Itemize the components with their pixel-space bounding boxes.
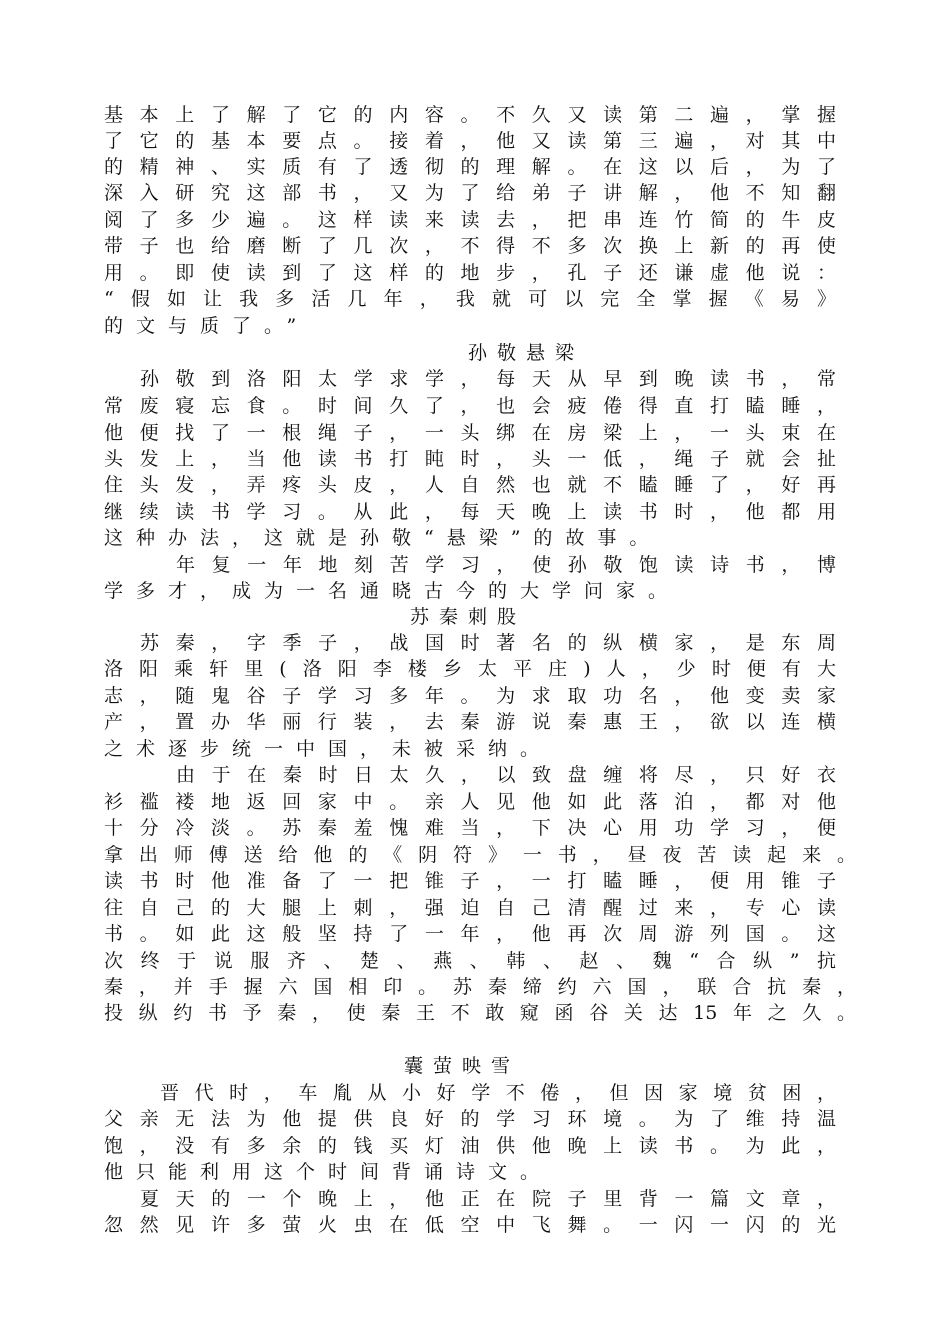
paragraph-line: 他只能利用这个时间背诵诗文。 <box>104 1161 553 1183</box>
paragraph-line: 常废寝忘食。时间久了，也会疲倦得直打瞌睡， <box>104 395 836 417</box>
paragraph-line: 阅了多少遍。这样读来读去，把串连竹简的牛皮 <box>104 209 836 231</box>
paragraph-line: 苏秦，字季子，战国时著名的纵横家，是东周 <box>140 632 836 654</box>
paragraph-line: 拿出师傅送给他的《阴符》一书，昼夜苦读起来。 <box>104 844 856 866</box>
paragraph-line: 住头发，弄疼头皮，人自然也就不瞌睡了，好再 <box>104 474 836 496</box>
paragraph-line: 的文与质了。” <box>104 315 310 337</box>
section-title: 苏秦刺股 <box>410 606 527 628</box>
paragraph-line: 学多才，成为一名通晓古今的大学问家。 <box>104 580 681 602</box>
paragraph-line: 产，置办华丽行装，去秦游说秦惠王，欲以连横 <box>104 711 836 733</box>
paragraph-line: 洛阳乘轩里(洛阳李楼乡太平庄)人，少时便有大 <box>104 658 836 680</box>
paragraph-line: 年复一年地刻苦学习，使孙敬饱读诗书，博 <box>176 554 836 576</box>
paragraph-line: 衫褴褛地返回家中。亲人见他如此落泊，都对他 <box>104 791 836 813</box>
paragraph-line: 投纵约书予秦，使秦王不敢窥函谷关达15年之久。 <box>104 1002 856 1024</box>
paragraph-line: 夏天的一个晚上，他正在院子里背一篇文章， <box>140 1188 836 1210</box>
paragraph-line: 饱，没有多余的钱买灯油供他晚上读书。为此， <box>104 1135 836 1157</box>
paragraph-line: 父亲无法为他提供良好的学习环境。为了维持温 <box>104 1108 836 1130</box>
paragraph-line: 他便找了一根绳子，一头绑在房梁上，一头束在 <box>104 422 836 444</box>
paragraph-line: 孙敬到洛阳太学求学，每天从早到晚读书，常 <box>140 368 836 390</box>
paragraph-line: 继续读书学习。从此，每天晚上读书时，他都用 <box>104 501 836 523</box>
paragraph-line: 用。即使读到了这样的地步，孔子还谦虚他说： <box>104 262 836 284</box>
paragraph-line: 了它的基本要点。接着，他又读第三遍，对其中 <box>104 130 836 152</box>
paragraph-line: 之术逐步统一中国，未被采纳。 <box>104 738 553 760</box>
paragraph-line: 带子也给磨断了几次，不得不多次换上新的再使 <box>104 235 836 257</box>
section-title: 囊萤映雪 <box>404 1055 521 1077</box>
paragraph-line: 往自己的大腿上刺，强迫自己清醒过来，专心读 <box>104 897 836 919</box>
paragraph-line: 晋代时，车胤从小好学不倦，但因家境贫困， <box>160 1082 836 1104</box>
paragraph-line: 这种办法，这就是孙敬“悬梁”的故事。 <box>104 527 662 549</box>
paragraph-line: “假如让我多活几年，我就可以完全掌握《易》 <box>104 288 836 310</box>
paragraph-line: 忽然见许多萤火虫在低空中飞舞。一闪一闪的光 <box>104 1214 836 1236</box>
section-title: 孙敬悬梁 <box>468 342 585 364</box>
paragraph-line: 次终于说服齐、楚、燕、韩、赵、魏“合纵”抗 <box>104 950 836 972</box>
paragraph-line: 由于在秦时日太久，以致盘缠将尽，只好衣 <box>176 764 836 786</box>
paragraph-line: 基本上了解了它的内容。不久又读第二遍，掌握 <box>104 104 836 126</box>
paragraph-line: 读书时他准备了一把锥子，一打瞌睡，便用锥子 <box>104 870 836 892</box>
paragraph-line: 志，随鬼谷子学习多年。为求取功名，他变卖家 <box>104 685 836 707</box>
paragraph-line: 书。如此这般坚持了一年，他再次周游列国。这 <box>104 923 836 945</box>
paragraph-line: 头发上，当他读书打盹时，头一低，绳子就会扯 <box>104 448 836 470</box>
paragraph-line: 的精神、实质有了透彻的理解。在这以后，为了 <box>104 156 836 178</box>
paragraph-line: 深入研究这部书，又为了给弟子讲解，他不知翻 <box>104 182 836 204</box>
paragraph-line: 十分冷淡。苏秦羞愧难当，下决心用功学习，便 <box>104 817 836 839</box>
paragraph-line: 秦，并手握六国相印。苏秦缔约六国，联合抗秦， <box>104 976 856 998</box>
